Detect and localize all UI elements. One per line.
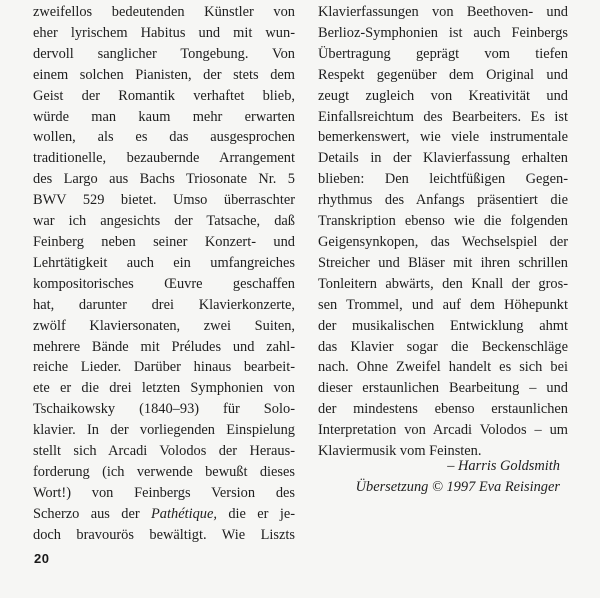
text-line: Einfallsreichtum des Bearbeiters. Es ist bbox=[318, 108, 568, 125]
text-line: Respekt gegenüber dem Original und bbox=[318, 66, 568, 83]
text-line: Klaviermusik vom Feinsten. bbox=[318, 443, 482, 460]
text-line: Tschaikowsky (1840–93) für Solo- bbox=[33, 401, 295, 418]
translation-credit: Übersetzung © 1997 Eva Reisinger bbox=[355, 479, 560, 495]
text-line: der mindestens ebenso erstaunlichen bbox=[318, 401, 568, 418]
text-line: Wort!) von Feinbergs Version des bbox=[33, 484, 295, 501]
text-line: doch bravourös bewältigt. Wie Liszts bbox=[33, 526, 295, 543]
text-line: eher lyrischem Habitus und mit wun- bbox=[33, 24, 295, 41]
page-number: 20 bbox=[34, 551, 50, 566]
text-line: Klavierfassungen von Beethoven- und bbox=[318, 4, 568, 20]
text-line: mehrere Bände mit Préludes und zahl- bbox=[33, 338, 295, 355]
left-text-column bbox=[33, 2, 295, 546]
text-line: Tonleitern abwärts, den Knall der gros- bbox=[318, 275, 568, 292]
text-line: reiche Lieder. Darüber hinaus bearbeit- bbox=[33, 359, 295, 376]
author-credit: – Harris Goldsmith bbox=[447, 458, 560, 474]
text-line: stellt sich Arcadi Volodos der Heraus- bbox=[33, 443, 295, 460]
text-line: Streicher und Bläser mit ihren schrillen bbox=[318, 254, 568, 271]
text-line: klavier. In der vorliegenden Einspielung bbox=[33, 422, 295, 439]
text-line: einem solchen Pianisten, der stets dem bbox=[33, 66, 295, 83]
text-line: Berlioz-Symphonien ist auch Feinbergs bbox=[318, 24, 568, 41]
text-line: Scherzo aus der Pathétique, die er je- bbox=[33, 505, 296, 522]
text-line: der musikalischen Entwicklung ahmt bbox=[318, 317, 568, 334]
text-line: Geist der Romantik verhaftet blieb, bbox=[33, 87, 295, 104]
text-line: ete er die drei letzten Symphonien von bbox=[33, 380, 295, 397]
text-line: traditionelle, bezaubernde Arrangement bbox=[33, 150, 295, 167]
text-line: BWV 529 bietet. Umso überraschter bbox=[33, 192, 295, 209]
text-line: kompositorisches Œuvre geschaffen bbox=[33, 275, 295, 292]
text-line: forderung (ich verwende bewußt dieses bbox=[33, 463, 295, 480]
text-line: nach. Ohne Zweifel handelt es sich bei bbox=[318, 359, 568, 376]
text-line: zeugt zugleich von Kreativität und bbox=[318, 87, 568, 104]
text-line: rhythmus des Anfangs präsentiert die bbox=[318, 192, 568, 209]
text-line: des Largo aus Bachs Triosonate Nr. 5 bbox=[33, 171, 295, 188]
right-text-column bbox=[318, 2, 568, 462]
text-line: dervoll sanglicher Tongebung. Von bbox=[33, 45, 295, 62]
text-line: Feinberg neben seiner Konzert- und bbox=[33, 233, 295, 250]
text-line: Geigensynkopen, das Wechselspiel der bbox=[318, 233, 568, 250]
text-line: zweifellos bedeutenden Künstler von bbox=[33, 4, 295, 20]
text-line: zwölf Klaviersonaten, zwei Suiten, bbox=[33, 317, 295, 334]
text-line: Details in der Klavierfassung erhalten bbox=[318, 150, 568, 167]
text-line: wollen, als es das ausgesprochen bbox=[33, 129, 295, 146]
text-line: Übertragung geprägt vom tiefen bbox=[318, 45, 568, 62]
text-line: blieben: Den leichtfüßigen Gegen- bbox=[318, 171, 568, 188]
text-line: sen Trommel, und auf dem Höhepunkt bbox=[318, 296, 568, 313]
text-line: war ich angesichts der Tatsache, daß bbox=[33, 213, 295, 230]
text-line: würde man kaum mehr erwarten bbox=[33, 108, 295, 125]
text-line: das Klavier sogar die Beckenschläge bbox=[318, 338, 568, 355]
text-line: Interpretation von Arcadi Volodos – um bbox=[318, 422, 568, 439]
work-title-italic: Pathétique, bbox=[151, 505, 217, 522]
text-line: Lehrtätigkeit auch ein umfangreiches bbox=[33, 254, 295, 271]
text-line: bemerkenswert, wie viele instrumentale bbox=[318, 129, 568, 146]
text-line: dieser erstaunlichen Bearbeitung – und bbox=[318, 380, 568, 397]
text-line: Transkription ebenso wie die folgenden bbox=[318, 213, 568, 230]
text-line: hat, darunter drei Klavierkonzerte, bbox=[33, 296, 295, 313]
